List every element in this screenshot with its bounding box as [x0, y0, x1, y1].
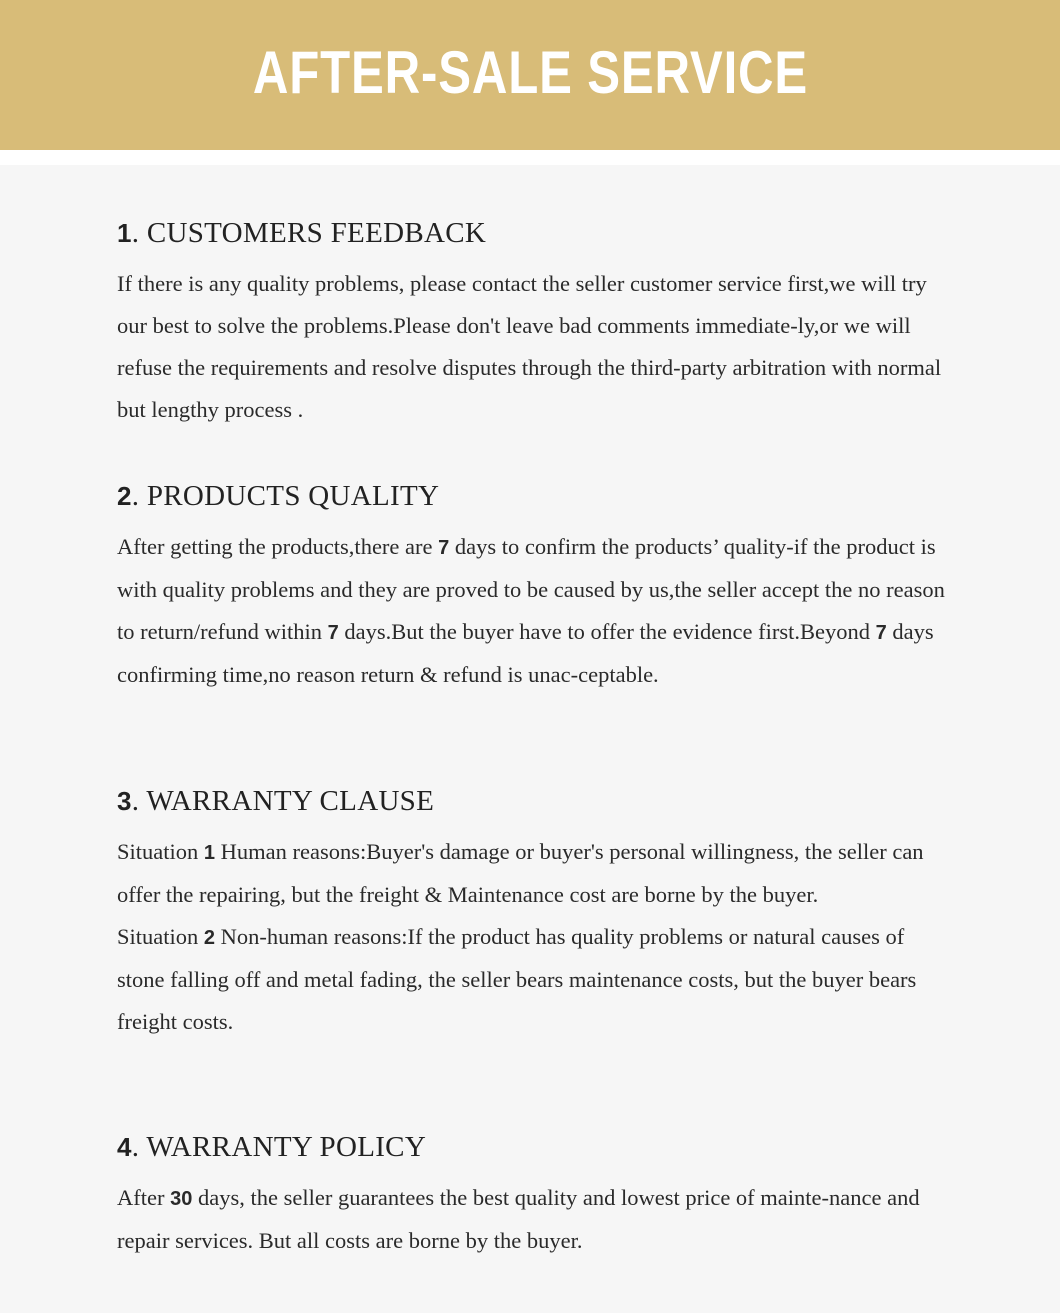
section-customers-feedback: [117, 216, 947, 431]
section-heading: 1. CUSTOMERS FEEDBACK: [117, 217, 487, 249]
page-title: AFTER-SALE SERVICE: [252, 38, 808, 106]
section-body: If there is any quality problems, please contact the seller customer service first,we will try our best to solve the problems.Please don't leave bad comments immediate-ly,or we will refuse the requirements and resolve disputes through the third-party arbitration with normal but lengthy process .: [117, 271, 942, 422]
divider: [0, 150, 1060, 165]
situation-2: Situation 2 Non-human reasons:If the product has quality problems or natural causes of stone falling off and metal fading, the seller bears maintenance costs, but the buyer bears freight costs.: [117, 924, 917, 1034]
section-body: After getting the products,there are 7 days to confirm the products’ quality-if the product is with quality problems and they are proved to be caused by us,the seller accept the no reason to return/refund within 7 days.But the buyer have to offer the evidence first.Beyond 7 days confirming time,no reason return & refund is unac-ceptable.: [117, 534, 945, 687]
section-heading: 3. WARRANTY CLAUSE: [117, 785, 435, 817]
situation-1: Situation 1 Human reasons:Buyer's damage or buyer's personal willingness, the seller can offer the repairing, but the freight & Maintenance cost are borne by the buyer.: [117, 839, 924, 907]
section-body: After 30 days, the seller guarantees the best quality and lowest price of mainte-nance and repair services. But all costs are borne by the buyer.: [117, 1185, 920, 1253]
section-warranty-policy: [117, 1130, 947, 1262]
section-heading: 2. PRODUCTS QUALITY: [117, 480, 440, 512]
section-warranty-clause: [117, 784, 947, 1043]
section-heading: 4. WARRANTY POLICY: [117, 1131, 427, 1163]
page-header: [0, 0, 1060, 150]
section-products-quality: [117, 479, 947, 696]
